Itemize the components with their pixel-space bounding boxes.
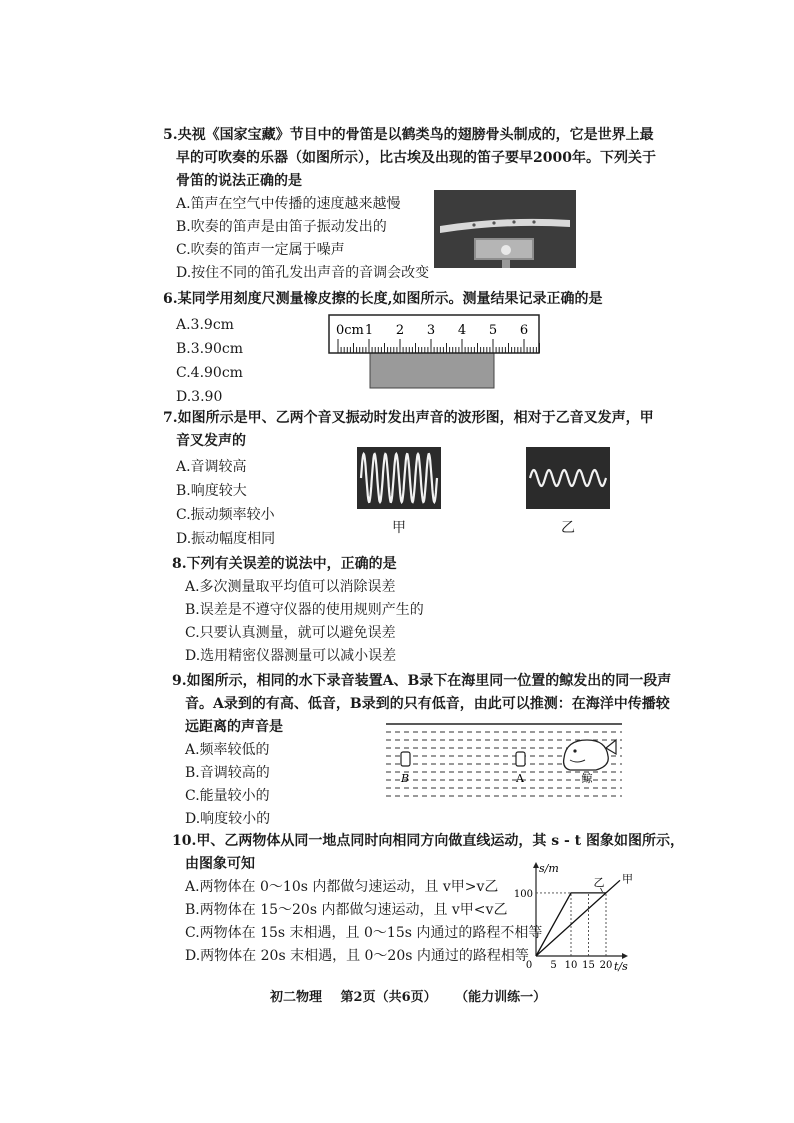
recorder-a-label: A [516,772,524,785]
q5-stem-line2: 早的可吹奏的乐器（如图所示），比古埃及出现的笛子要早2000年。下列关于 [176,150,656,166]
q10-option-c[interactable]: C.两物体在 15s 末相遇，且 0～15s 内通过的路程不相等 [185,925,543,941]
ocean-figure [384,718,624,800]
waveform-jia [357,447,441,509]
q5-option-d[interactable]: D.按住不同的笛孔发出声音的音调会改变 [176,265,430,281]
footer-page: 第2页（共6页） [340,990,437,1005]
label-yi: 乙 [561,520,575,536]
st-graph [513,856,633,973]
series-label-jia: 甲 [622,872,633,886]
q8-option-a[interactable]: A.多次测量取平均值可以消除误差 [185,579,396,595]
x-tick-5: 5 [550,960,557,971]
q9-option-b[interactable]: B.音调较高的 [185,765,270,781]
q8-option-d[interactable]: D.选用精密仪器测量可以减小误差 [185,648,397,664]
bone-flute-photo [434,190,576,268]
x-tick-20: 20 [599,960,613,971]
recorder-a-icon [516,752,525,766]
q6-option-a[interactable]: A.3.9cm [176,317,234,333]
x-tick-0: 0 [525,960,533,971]
y-axis-title: s/m [539,862,559,875]
q5-option-a[interactable]: A.笛声在空气中传播的速度越来越慢 [176,196,401,212]
whale-label: 鲸 [581,772,593,785]
q6-option-c[interactable]: C.4.90cm [176,365,243,381]
q5-stem-line3: 骨笛的说法正确的是 [176,173,302,189]
q8-stem: 8.下列有关误差的说法中，正确的是 [172,556,397,572]
recorder-a [515,752,525,785]
q7-option-a[interactable]: A.音调较高 [176,459,247,475]
ruler-label-3: 3 [426,323,436,338]
q8-option-b[interactable]: B.误差是不遵守仪器的使用规则产生的 [185,602,424,618]
q9-stem-line1: 9.如图所示，相同的水下录音装置A、B录下在海里同一位置的鲸发出的同一段声 [172,673,672,689]
ruler-label-2: 2 [395,323,405,338]
q10-stem-line1: 10.甲、乙两物体从同一地点同时向相同方向做直线运动，其 s - t 图象如图所示， [172,833,685,849]
q10-option-b[interactable]: B.两物体在 15～20s 内都做匀速运动，且 v甲<v乙 [185,902,508,918]
ruler-label-4: 4 [457,323,467,338]
ruler-figure [328,314,540,392]
q9-option-a[interactable]: A.频率较低的 [185,742,270,758]
q10-stem-line2: 由图象可知 [185,856,255,872]
recorder-b-label: B [400,772,410,785]
q6-option-b[interactable]: B.3.90cm [176,341,244,357]
waveform-yi [526,447,610,509]
q9-stem-line3: 远距离的声音是 [185,719,283,735]
recorder-b-icon [401,752,410,766]
x-tick-10: 10 [564,960,578,971]
footer-tag: （能力训练一） [455,990,547,1005]
series-label-yi: 乙 [593,875,605,889]
x-axis-title: t/s [614,960,628,973]
q7-stem-line2: 音叉发声的 [176,433,246,449]
ruler-label-0: 0cm [336,323,364,338]
recorder-b [400,752,410,785]
q7-option-c[interactable]: C.振动频率较小 [176,507,275,523]
q9-option-c[interactable]: C.能量较小的 [185,788,270,804]
label-jia: 甲 [392,520,406,536]
q7-stem-line1: 7.如图所示是甲、乙两个音叉振动时发出声音的波形图，相对于乙音叉发声，甲 [163,410,654,426]
ruler-label-6: 6 [519,323,529,338]
ruler-label-1: 1 [364,323,374,338]
x-tick-15: 15 [582,960,595,971]
q7-option-b[interactable]: B.响度较大 [176,483,247,499]
q6-stem: 6.某同学用刻度尺测量橡皮擦的长度,如图所示。测量结果记录正确的是 [163,291,603,307]
q5-stem-line1: 5.央视《国家宝藏》节目中的骨笛是以鹤类鸟的翅膀骨头制成的，它是世界上最 [163,127,654,143]
y-tick-100: 100 [513,888,533,900]
q7-option-d[interactable]: D.振动幅度相同 [176,531,276,547]
q6-option-d[interactable]: D.3.90 [176,389,223,405]
page-footer [270,986,560,1005]
ruler-label-5: 5 [488,323,498,338]
q9-stem-line2: 音。A录到的有高、低音，B录到的只有低音，由此可以推测：在海洋中传播较 [185,696,670,712]
q5-option-b[interactable]: B.吹奏的笛声是由笛子振动发出的 [176,219,387,235]
footer-subject: 初二物理 [270,990,323,1005]
series-line-jia [536,880,620,956]
eraser [370,350,494,388]
q8-option-c[interactable]: C.只要认真测量，就可以避免误差 [185,625,396,641]
q10-option-a[interactable]: A.两物体在 0～10s 内都做匀速运动，且 v甲>v乙 [185,879,499,895]
q10-option-d[interactable]: D.两物体在 20s 末相遇，且 0～20s 内通过的路程相等 [185,948,529,964]
whale-icon [564,740,616,785]
x-axis-arrow [622,953,628,959]
q5-option-c[interactable]: C.吹奏的笛声一定属于噪声 [176,242,345,258]
q9-option-d[interactable]: D.响度较小的 [185,811,271,827]
